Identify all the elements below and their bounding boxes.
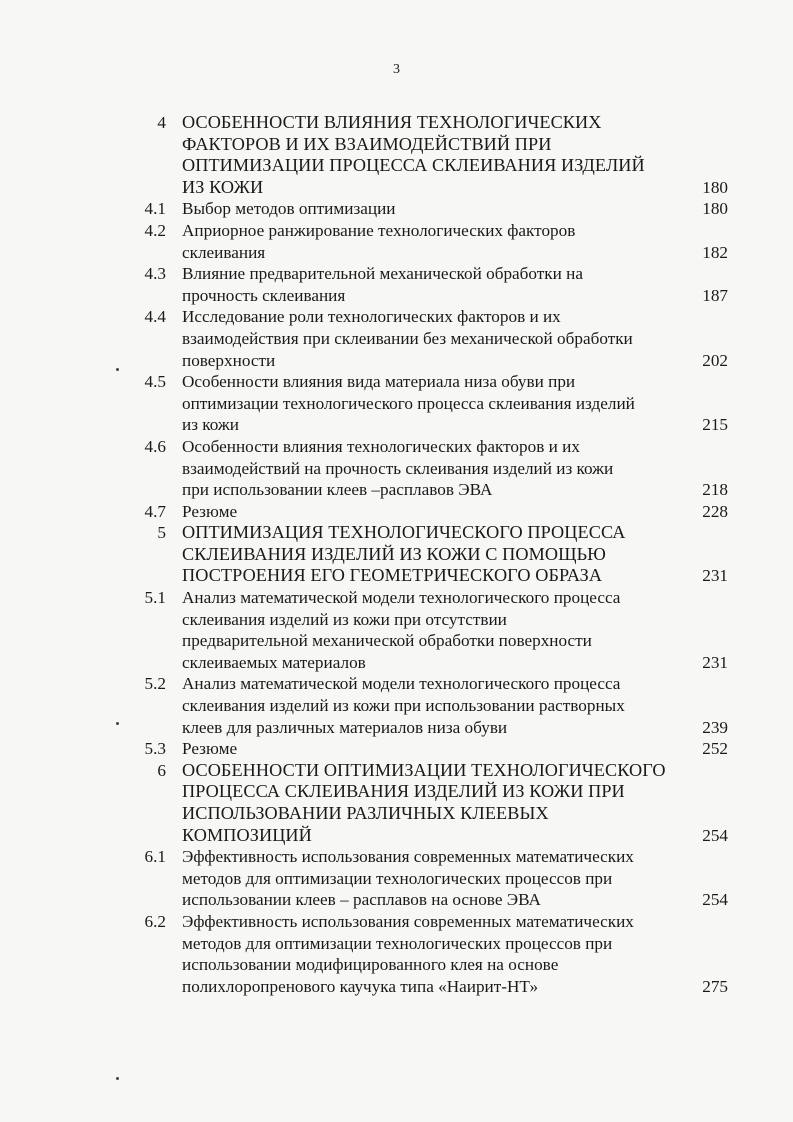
toc-line [130,479,730,501]
toc-page-number: 231 [702,652,728,672]
toc-entry-text: ИЗ КОЖИ [182,176,264,197]
toc-entry-text: предварительной механической обработки поверхности [182,631,592,651]
toc-line [130,458,730,480]
toc-line [130,803,730,825]
toc-entry-number: 4.2 [144,220,166,240]
toc-line [130,198,730,220]
toc-chapter-entry [130,760,730,846]
toc-chapter-entry [130,522,730,587]
toc-line [130,846,730,868]
toc-page-number: 187 [702,285,728,305]
toc-entry-text: ФАКТОРОВ И ИХ ВЗАИМОДЕЙСТВИЙ ПРИ [182,133,552,154]
toc-section-entry [130,371,730,436]
toc-entry-text: склеиваемых материалов [182,652,366,672]
toc-entry-text: клеев для различных материалов низа обуви [182,717,508,737]
toc-entry-text: склеивания [182,242,266,262]
toc-page-number: 254 [702,890,728,910]
toc-line [130,565,730,587]
toc-entry-text: использовании клеев – расплавов на основе ЭВА [182,890,541,910]
toc-line [130,630,730,652]
toc-section-entry [130,738,730,760]
toc-entry-text: из кожи [182,415,239,435]
toc-entry-text: Анализ математической модели технологического процесса [182,588,621,608]
toc-line [130,220,730,242]
toc-page-number: 180 [702,177,728,197]
toc-entry-text: взаимодействия при склеивании без механической обработки [182,328,633,348]
toc-page-number: 275 [702,976,728,996]
toc-page-number: 254 [702,825,728,845]
toc-line [130,350,730,372]
toc-line [130,587,730,609]
toc-page-number: 239 [702,717,728,737]
toc-page-number: 202 [702,350,728,370]
toc-entry-text: Резюме [182,739,238,759]
toc-line [130,889,730,911]
toc-line [130,328,730,350]
toc-section-entry [130,263,730,306]
toc-line [130,371,730,393]
toc-page-number: 182 [702,242,728,262]
toc-page-number: 228 [702,501,728,521]
toc-section-entry [130,911,730,997]
toc-line [130,393,730,415]
toc-section-entry [130,587,730,673]
toc-entry-text: взаимодействий на прочность склеивания изделий из кожи [182,458,614,478]
toc-entry-text: Эффективность использования современных математических [182,911,634,931]
toc-line [130,652,730,674]
toc-section-entry [130,436,730,501]
toc-entry-text: полихлоропренового каучука типа «Наирит-НТ» [182,976,539,996]
toc-entry-text: прочность склеивания [182,285,346,305]
toc-entry-text: Резюме [182,501,238,521]
toc-page-number: 215 [702,415,728,435]
toc-line [130,868,730,890]
toc-entry-number: 5.2 [144,674,166,694]
toc-entry-number: 5.3 [144,739,166,759]
page-number: 3 [393,62,400,77]
toc-section-entry [130,673,730,738]
toc-section-entry [130,306,730,371]
toc-line [130,263,730,285]
toc-line [130,522,730,544]
toc-line [130,501,730,523]
toc-entry-text: Особенности влияния технологических факторов и их [182,436,580,456]
toc-line [130,781,730,803]
toc-entry-number: 4 [157,113,166,132]
toc-entry-text: ОПТИМИЗАЦИЯ ТЕХНОЛОГИЧЕСКОГО ПРОЦЕССА [182,522,626,543]
toc-entry-text: Анализ математической модели технологического процесса [182,674,621,694]
toc-entry-number: 4.5 [144,372,166,392]
toc-line [130,695,730,717]
toc-line [130,976,730,998]
toc-line [130,134,730,156]
toc-entry-number: 4.3 [144,264,166,284]
toc-page-number: 231 [702,566,728,586]
toc-line [130,242,730,264]
toc-entry-text: Влияние предварительной механической обработки на [182,264,583,284]
toc-entry-text: ОСОБЕННОСТИ ВЛИЯНИЯ ТЕХНОЛОГИЧЕСКИХ [182,112,602,132]
toc-entry-text: ПРОЦЕССА СКЛЕИВАНИЯ ИЗДЕЛИЙ ИЗ КОЖИ ПРИ [182,781,625,802]
toc-section-entry [130,220,730,263]
toc-entry-text: Исследование роли технологических факторов и их [182,307,561,327]
toc-entry-text: ПОСТРОЕНИЯ ЕГО ГЕОМЕТРИЧЕСКОГО ОБРАЗА [182,565,603,586]
toc-entry-number: 4.7 [144,501,166,521]
toc-entry-text: Эффективность использования современных математических [182,847,634,867]
toc-entry-text: склеивания изделий из кожи при отсутствии [182,609,507,629]
toc-page-number: 252 [702,739,728,759]
toc-entry-text: ИСПОЛЬЗОВАНИИ РАЗЛИЧНЫХ КЛЕЕВЫХ [182,803,549,823]
toc-entry-text: оптимизации технологического процесса склеивания изделий [182,393,635,413]
toc-entry-text: Выбор методов оптимизации [182,199,396,219]
toc-entry-text: методов для оптимизации технологических процессов при [182,868,613,888]
toc-entry-text: методов для оптимизации технологических процессов при [182,933,613,953]
toc-entry-text: Априорное ранжирование технологических факторов [182,220,576,240]
toc-line [130,673,730,695]
table-of-contents [130,112,730,997]
toc-entry-text: Особенности влияния вида материала низа обуви при [182,372,576,392]
toc-entry-text: ОСОБЕННОСТИ ОПТИМИЗАЦИИ ТЕХНОЛОГИЧЕСКОГО [182,759,666,780]
toc-entry-number: 6.2 [144,911,166,931]
toc-line [130,155,730,177]
toc-line [130,738,730,760]
toc-entry-text: КОМПОЗИЦИЙ [182,824,312,845]
toc-line [130,112,730,134]
toc-page-number: 180 [702,199,728,219]
toc-line [130,285,730,307]
toc-line [130,436,730,458]
toc-line [130,911,730,933]
toc-entry-number: 6.1 [144,847,166,867]
toc-entry-text: использовании модифицированного клея на основе [182,955,559,975]
toc-entry-text: СКЛЕИВАНИЯ ИЗДЕЛИЙ ИЗ КОЖИ С ПОМОЩЬЮ [182,543,606,564]
toc-line [130,177,730,199]
toc-chapter-entry [130,112,730,198]
scan-speck [116,368,119,371]
toc-section-entry [130,501,730,523]
toc-line [130,544,730,566]
toc-entry-number: 5 [157,523,166,543]
toc-section-entry [130,198,730,220]
toc-page-number: 218 [702,480,728,500]
toc-entry-text: ОПТИМИЗАЦИИ ПРОЦЕССА СКЛЕИВАНИЯ ИЗДЕЛИЙ [182,155,645,176]
toc-line [130,306,730,328]
toc-line [130,933,730,955]
toc-section-entry [130,846,730,911]
toc-entry-text: поверхности [182,350,276,370]
toc-line [130,414,730,436]
toc-line [130,825,730,847]
scan-speck [116,1077,119,1080]
toc-entry-number: 4.4 [144,307,166,327]
toc-entry-number: 5.1 [144,588,166,608]
toc-entry-number: 4.6 [144,436,166,456]
toc-entry-text: при использовании клеев –расплавов ЭВА [182,480,493,500]
toc-line [130,609,730,631]
toc-entry-number: 4.1 [144,199,166,219]
scan-speck [116,722,119,725]
toc-line [130,954,730,976]
toc-entry-number: 6 [157,760,166,780]
toc-line [130,760,730,782]
toc-entry-text: склеивания изделий из кожи при использовании растворных [182,696,625,716]
toc-line [130,717,730,739]
